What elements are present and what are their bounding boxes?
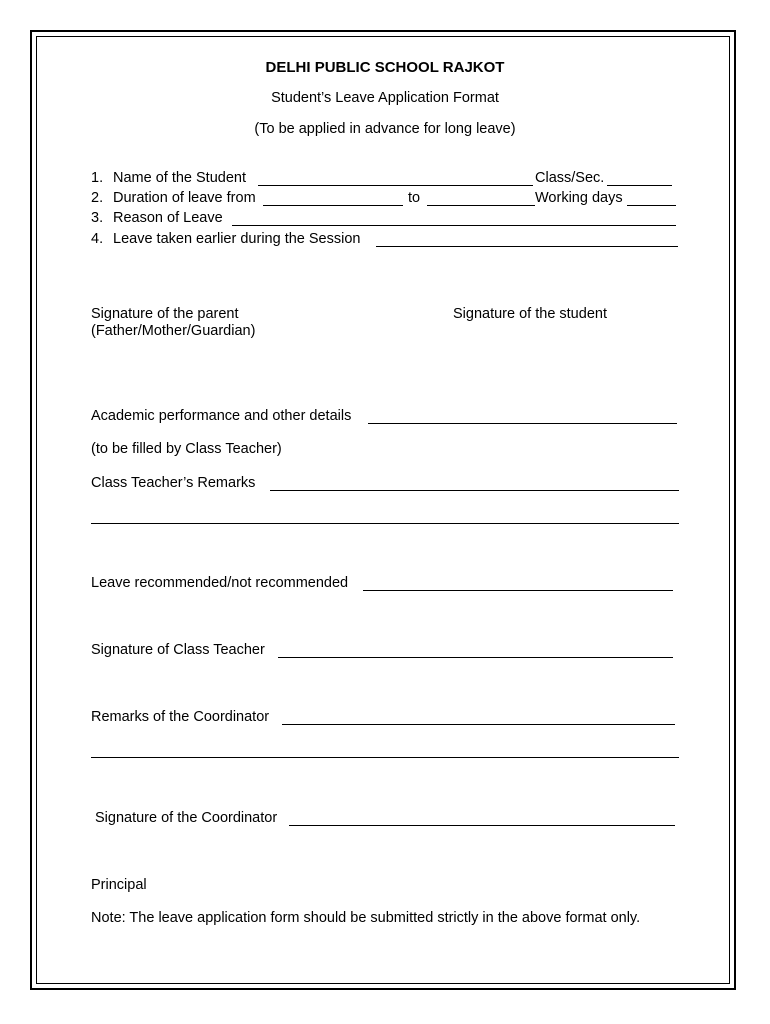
form-title: Student’s Leave Application Format <box>271 90 499 106</box>
teacher-signature-label: Signature of Class Teacher <box>91 642 265 658</box>
student-name-label: Name of the Student <box>113 170 246 186</box>
filled-by-note: (to be filled by Class Teacher) <box>91 441 282 457</box>
class-sec-label: Class/Sec. <box>535 170 605 186</box>
class-sec-field[interactable] <box>607 185 672 186</box>
earlier-leave-label: Leave taken earlier during the Session <box>113 231 361 247</box>
academic-performance-field[interactable] <box>368 423 677 424</box>
student-name-field[interactable] <box>258 185 533 186</box>
student-signature-label: Signature of the student <box>453 306 607 322</box>
parent-signature-label: Signature of the parent <box>91 306 239 322</box>
reason-label: Reason of Leave <box>113 210 223 226</box>
academic-performance-label: Academic performance and other details <box>91 408 352 424</box>
recommendation-field[interactable] <box>363 590 673 591</box>
duration-to-label: to <box>408 190 421 206</box>
parent-signature-note: (Father/Mother/Guardian) <box>91 323 256 339</box>
reason-field[interactable] <box>232 225 676 226</box>
duration-from-label: Duration of leave from <box>113 190 256 206</box>
working-days-label: Working days <box>535 190 623 206</box>
coordinator-signature-field[interactable] <box>289 825 675 826</box>
teacher-remarks-field-2[interactable] <box>91 523 679 524</box>
submission-note: Note: The leave application form should be submitted strictly in the above format only. <box>91 910 641 926</box>
earlier-leave-field[interactable] <box>376 246 678 247</box>
item-2-number: 2. <box>91 190 104 206</box>
teacher-remarks-field[interactable] <box>270 490 679 491</box>
coordinator-signature-label: Signature of the Coordinator <box>95 810 278 826</box>
school-name: DELHI PUBLIC SCHOOL RAJKOT <box>265 59 505 76</box>
coordinator-remarks-field-2[interactable] <box>91 757 679 758</box>
item-4-number: 4. <box>91 231 104 247</box>
coordinator-remarks-field[interactable] <box>282 724 675 725</box>
teacher-remarks-label: Class Teacher’s Remarks <box>91 475 256 491</box>
item-3-number: 3. <box>91 210 104 226</box>
form-subtitle: (To be applied in advance for long leave) <box>254 121 516 137</box>
duration-to-field[interactable] <box>427 205 535 206</box>
recommendation-label: Leave recommended/not recommended <box>91 575 349 591</box>
item-1-number: 1. <box>91 170 104 186</box>
teacher-signature-field[interactable] <box>278 657 673 658</box>
working-days-field[interactable] <box>627 205 676 206</box>
principal-label: Principal <box>91 877 147 893</box>
coordinator-remarks-label: Remarks of the Coordinator <box>91 709 270 725</box>
duration-from-field[interactable] <box>263 205 403 206</box>
